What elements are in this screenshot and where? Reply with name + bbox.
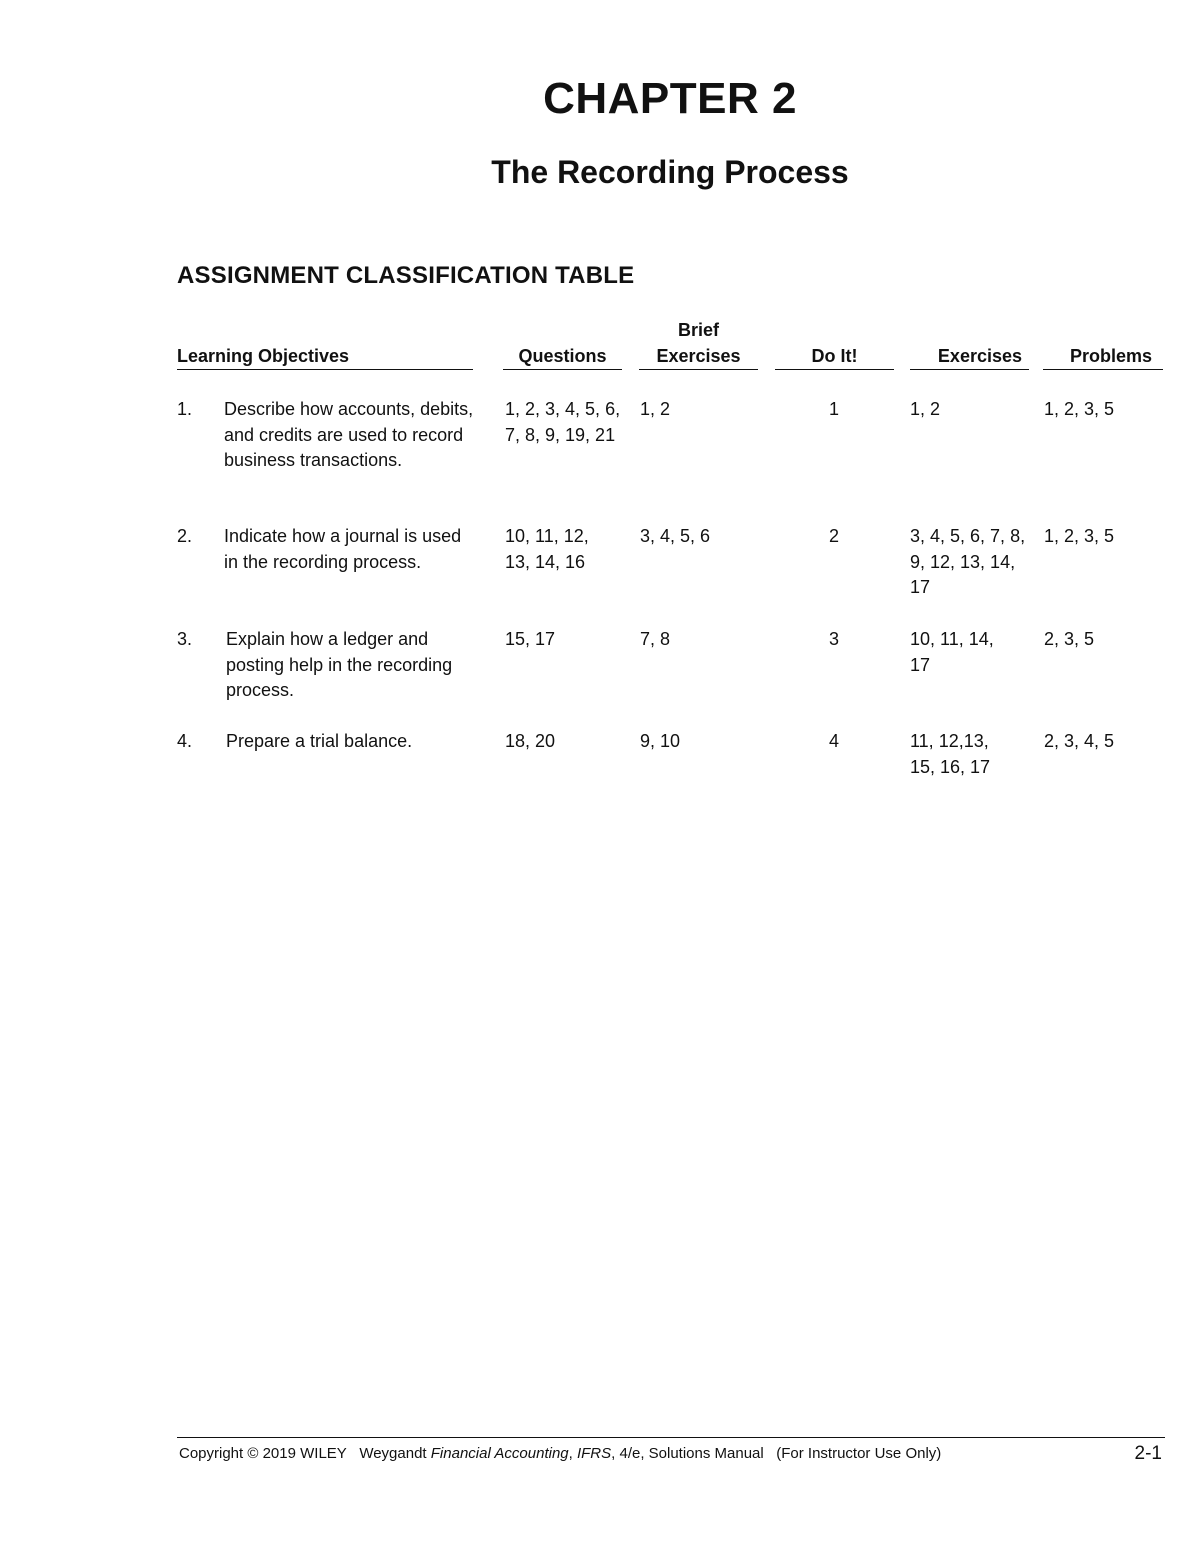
footer-divider [177,1437,1165,1438]
objective-description: Prepare a trial balance. [226,731,413,751]
objective-description: Explain how a ledger and posting help in the recording process. [226,629,453,700]
header-brief-exercises [639,320,758,370]
header-exercises-label: Exercises [937,346,1022,366]
header-problems-label: Problems [1069,346,1152,366]
exercises-cell: 11, 12,13, 15, 16, 17 [910,731,991,777]
objective-number: 2. [177,526,193,546]
header-questions-label: Questions [518,346,607,366]
header-do-it-label: Do It! [811,346,858,366]
header-do-it [775,320,894,370]
objective-description: Describe how accounts, debits, and credits are used to record business transactions. [224,399,474,470]
objective-number: 3. [177,629,193,649]
brief-exercises-cell: 3, 4, 5, 6 [640,526,711,546]
problems-cell: 2, 3, 4, 5 [1044,731,1115,751]
do-it-cell: 4 [828,731,839,751]
header-learning-objectives-label: Learning Objectives [177,346,350,366]
footer-author: Weygandt [359,1445,427,1462]
chapter-subtitle: The Recording Process [491,154,849,190]
footer-copyright: Copyright © 2019 WILEY [179,1445,347,1462]
exercises-cell: 1, 2 [910,399,941,419]
header-problems [1043,320,1163,370]
exercises-cell: 10, 11, 14, 17 [910,629,994,675]
questions-cell: 15, 17 [505,629,556,649]
do-it-cell: 2 [828,526,839,546]
brief-exercises-cell: 1, 2 [640,399,671,419]
brief-exercises-cell: 7, 8 [640,629,671,649]
exercises-cell: 3, 4, 5, 6, 7, 8, 9, 12, 13, 14, 17 [910,526,1026,597]
footer-note: (For Instructor Use Only) [776,1445,942,1462]
brief-exercises-cell: 9, 10 [640,731,681,751]
footer-edition-rest: , 4/e, Solutions Manual [611,1445,764,1462]
chapter-title: CHAPTER 2 [543,74,797,123]
objective-number: 1. [177,399,193,419]
do-it-cell: 3 [828,629,839,649]
header-brief-exercises-line1: Brief [677,320,719,340]
section-heading: ASSIGNMENT CLASSIFICATION TABLE [177,262,635,289]
problems-cell: 1, 2, 3, 5 [1044,399,1115,419]
objective-description: Indicate how a journal is used in the recording process. [224,526,462,572]
questions-cell: 1, 2, 3, 4, 5, 6, 7, 8, 9, 19, 21 [505,399,621,445]
do-it-cell: 1 [828,399,839,419]
objective-number: 4. [177,731,193,751]
questions-cell: 18, 20 [505,731,556,751]
header-exercises [910,320,1029,370]
footer-book-title: Financial Accounting [430,1445,569,1462]
page-number: 2-1 [1134,1443,1162,1464]
questions-cell: 10, 11, 12, 13, 14, 16 [505,526,589,572]
problems-cell: 2, 3, 5 [1044,629,1095,649]
footer-separator: , [568,1445,577,1462]
header-learning-objectives [177,320,473,370]
header-questions [503,320,622,370]
header-brief-exercises-line2: Exercises [656,346,741,366]
problems-cell: 1, 2, 3, 5 [1044,526,1115,546]
footer-edition: IFRS [576,1445,612,1462]
footer-copyright-line [179,1445,941,1462]
